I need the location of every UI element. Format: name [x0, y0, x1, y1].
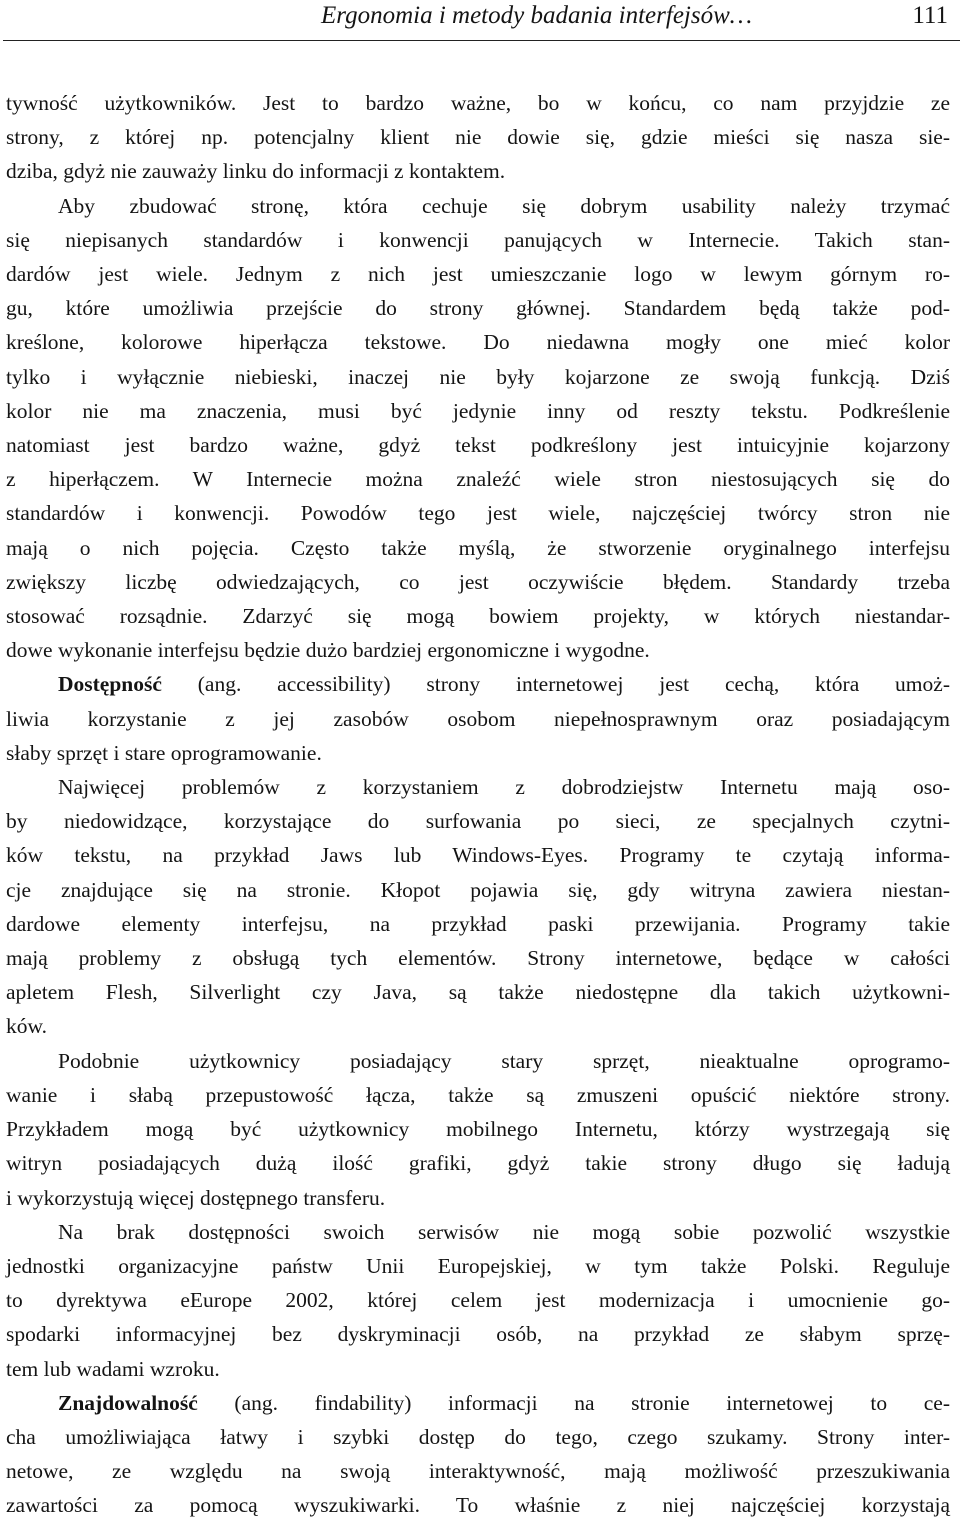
- line-text: mają problemy z obsługą tych elementów. Strony internetowe, będące w całości: [6, 946, 950, 971]
- line-text: by niedowidzące, korzystające do surfowania po sieci, ze specjalnych czytni-: [6, 809, 950, 834]
- line-text: tylko i wyłącznie niebieski, inaczej nie były kojarzone ze swoją funkcją. Dziś: [6, 364, 950, 389]
- line-text: Aby zbudować stronę, która cechuje się dobrym usability należy trzymać: [58, 193, 950, 218]
- line-text: dardowe elementy interfejsu, na przykład paski przewijania. Programy takie: [6, 911, 950, 936]
- text-line: [6, 1420, 950, 1454]
- text-line: [6, 941, 950, 975]
- text-line: [6, 462, 950, 496]
- text-line: [6, 360, 950, 394]
- text-line: [6, 1044, 950, 1078]
- line-text: się niepisanych standardów i konwencji panujących w Internecie. Takich stan-: [6, 227, 950, 252]
- line-text: dziba, gdyż nie zauważy linku do informacji z kontaktem.: [6, 159, 506, 184]
- line-text: netowe, ze względu na swoją interaktywność, mają możliwość przeszukiwania: [6, 1459, 950, 1484]
- defined-term: Znajdowalność: [58, 1390, 198, 1415]
- paragraph: [6, 1044, 950, 1215]
- line-text: (ang. findability) informacji na stronie internetowej to ce-: [197, 1390, 950, 1415]
- line-text: tywność użytkowników. Jest to bardzo ważne, bo w końcu, co nam przyjdzie ze: [6, 91, 950, 115]
- line-text: zawartości za pomocą wyszukiwarki. To właśnie z niej najczęściej korzystają: [6, 1493, 950, 1518]
- text-line: [6, 1078, 950, 1112]
- page-number: 111: [912, 2, 948, 29]
- text-line: [6, 736, 950, 770]
- line-text: z hiperłączem. W Internecie można znaleźć wiele stron niestosujących się do: [6, 467, 950, 492]
- paragraph: [6, 1215, 950, 1386]
- paragraph: [6, 86, 950, 189]
- text-line: [6, 1386, 950, 1420]
- text-line: [6, 975, 950, 1009]
- paragraph: [6, 189, 950, 668]
- line-text: Podobnie użytkownicy posiadający stary sprzęt, nieaktualne oprogramo-: [58, 1048, 950, 1073]
- line-text: spodarki informacyjnej bez dyskryminacji osób, na przykład ze słabym sprzę-: [6, 1322, 950, 1347]
- text-line: [6, 838, 950, 872]
- header-rule: [3, 40, 960, 41]
- line-text: kolor nie ma znaczenia, musi być jedynie inny od reszty tekstu. Podkreślenie: [6, 398, 950, 423]
- line-text: apletem Flesh, Silverlight czy Java, są także niedostępne dla takich użytkowni-: [6, 980, 950, 1005]
- line-text: witryn posiadających dużą ilość grafiki, gdyż takie strony długo się ładują: [6, 1151, 950, 1176]
- text-line: [6, 394, 950, 428]
- text-line: [6, 325, 950, 359]
- line-text: Najwięcej problemów z korzystaniem z dobrodziejstw Internetu mają oso-: [58, 775, 950, 800]
- line-text: słaby sprzęt i stare oprogramowanie.: [6, 740, 322, 765]
- text-line: [6, 1146, 950, 1180]
- text-line: [6, 120, 950, 154]
- line-text: tem lub wadami wzroku.: [6, 1356, 220, 1381]
- running-header: [0, 0, 960, 48]
- text-line: [6, 599, 950, 633]
- body-text: [6, 86, 950, 1523]
- line-text: stosować rozsądnie. Zdarzyć się mogą bowiem projekty, w których niestandar-: [6, 604, 950, 629]
- text-line: [6, 804, 950, 838]
- text-line: [6, 1454, 950, 1488]
- line-text: (ang. accessibility) strony internetowej jest cechą, która umoż-: [161, 672, 950, 697]
- line-text: Przykładem mogą być użytkownicy mobilnego Internetu, którzy wystrzegają się: [6, 1117, 950, 1142]
- line-text: i wykorzystują więcej dostępnego transferu.: [6, 1185, 386, 1210]
- line-text: cha umożliwiająca łatwy i szybki dostęp do tego, czego szukamy. Strony inter-: [6, 1424, 950, 1449]
- text-line: [6, 257, 950, 291]
- text-line: [6, 770, 950, 804]
- text-line: [6, 496, 950, 530]
- text-line: [6, 1112, 950, 1146]
- defined-term: Dostępność: [58, 672, 162, 697]
- line-text: Na brak dostępności swoich serwisów nie mogą sobie pozwolić wszystkie: [58, 1219, 950, 1244]
- text-line: [6, 1009, 950, 1043]
- text-line: [6, 154, 950, 188]
- text-line: [6, 1317, 950, 1351]
- text-line: [6, 1352, 950, 1386]
- text-line: [6, 428, 950, 462]
- text-line: [6, 702, 950, 736]
- line-text: dowe wykonanie interfejsu będzie dużo bardziej ergonomiczne i wygodne.: [6, 638, 650, 663]
- line-text: to dyrektywa eEurope 2002, której celem jest modernizacja i umocnienie go-: [6, 1288, 950, 1313]
- line-text: standardów i konwencji. Powodów tego jest wiele, najczęściej twórcy stron nie: [6, 501, 950, 526]
- paragraph: [6, 770, 950, 1044]
- text-line: [6, 1488, 950, 1522]
- text-line: [6, 633, 950, 667]
- text-line: [6, 667, 950, 701]
- line-text: wanie i słabą przepustowość łącza, także są zmuszeni opuścić niektóre strony.: [6, 1082, 950, 1107]
- paragraph: [6, 1386, 950, 1523]
- line-text: natomiast jest bardzo ważne, gdyż tekst podkreślony jest intuicyjnie kojarzony: [6, 433, 950, 458]
- text-line: [6, 1181, 950, 1215]
- text-line: [6, 86, 950, 120]
- text-line: [6, 1215, 950, 1249]
- text-line: [6, 531, 950, 565]
- text-line: [6, 291, 950, 325]
- text-line: [6, 189, 950, 223]
- text-line: [6, 907, 950, 941]
- paragraph: [6, 667, 950, 770]
- line-text: jednostki organizacyjne państw Unii Europejskiej, w tym także Polski. Reguluje: [6, 1253, 950, 1278]
- line-text: gu, które umożliwia przejście do strony głównej. Standardem będą także pod-: [6, 296, 950, 321]
- line-text: strony, z której np. potencjalny klient nie dowie się, gdzie mieści się nasza sie-: [6, 125, 950, 150]
- line-text: dardów jest wiele. Jednym z nich jest umieszczanie logo w lewym górnym ro-: [6, 262, 950, 287]
- line-text: zwiększy liczbę odwiedzających, co jest oczywiście błędem. Standardy trzeba: [6, 569, 950, 594]
- text-line: [6, 223, 950, 257]
- line-text: ków tekstu, na przykład Jaws lub Windows-Eyes. Programy te czytają informa-: [6, 843, 950, 868]
- text-line: [6, 1283, 950, 1317]
- text-line: [6, 873, 950, 907]
- line-text: liwia korzystanie z jej zasobów osobom niepełnosprawnym oraz posiadającym: [6, 706, 950, 731]
- line-text: mają o nich pojęcia. Często także myślą, że stworzenie oryginalnego interfejsu: [6, 535, 950, 560]
- text-line: [6, 1249, 950, 1283]
- text-line: [6, 565, 950, 599]
- running-title: Ergonomia i metody badania interfejsów…: [321, 2, 752, 29]
- line-text: cje znajdujące się na stronie. Kłopot pojawia się, gdy witryna zawiera niestan-: [6, 877, 950, 902]
- line-text: kreślone, kolorowe hiperłącza tekstowe. Do niedawna mogły one mieć kolor: [6, 330, 950, 355]
- line-text: ków.: [6, 1014, 48, 1039]
